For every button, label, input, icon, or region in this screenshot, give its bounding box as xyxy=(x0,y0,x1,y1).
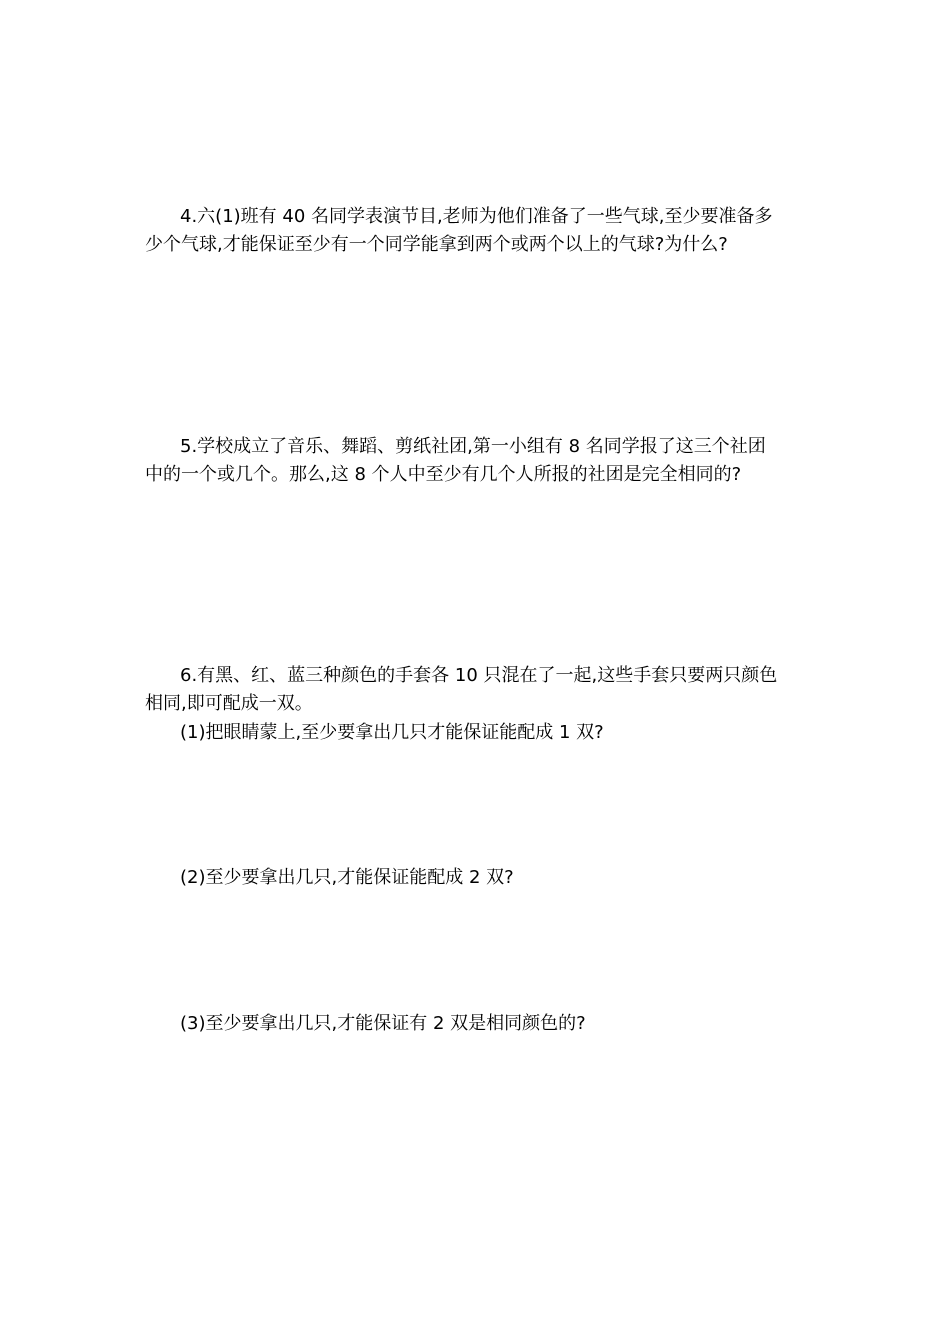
question-6-sub-3: (3)至少要拿出几只,才能保证有 2 双是相同颜色的? xyxy=(180,1013,586,1034)
question-5-line-2: 中的一个或几个。那么,这 8 个人中至少有几个人所报的社团是完全相同的? xyxy=(145,464,742,485)
question-4-line-2: 少个气球,才能保证至少有一个同学能拿到两个或两个以上的气球?为什么? xyxy=(145,234,728,255)
question-6-line-2: 相同,即可配成一双。 xyxy=(145,693,313,714)
question-6-sub-1: (1)把眼睛蒙上,至少要拿出几只才能保证能配成 1 双? xyxy=(180,722,604,743)
question-4-line-1: 4.六(1)班有 40 名同学表演节目,老师为他们准备了一些气球,至少要准备多 xyxy=(180,206,773,227)
question-6-line-1: 6.有黑、红、蓝三种颜色的手套各 10 只混在了一起,这些手套只要两只颜色 xyxy=(180,665,778,686)
question-6-sub-2: (2)至少要拿出几只,才能保证能配成 2 双? xyxy=(180,867,514,888)
question-5-line-1: 5.学校成立了音乐、舞蹈、剪纸社团,第一小组有 8 名同学报了这三个社团 xyxy=(180,436,766,457)
